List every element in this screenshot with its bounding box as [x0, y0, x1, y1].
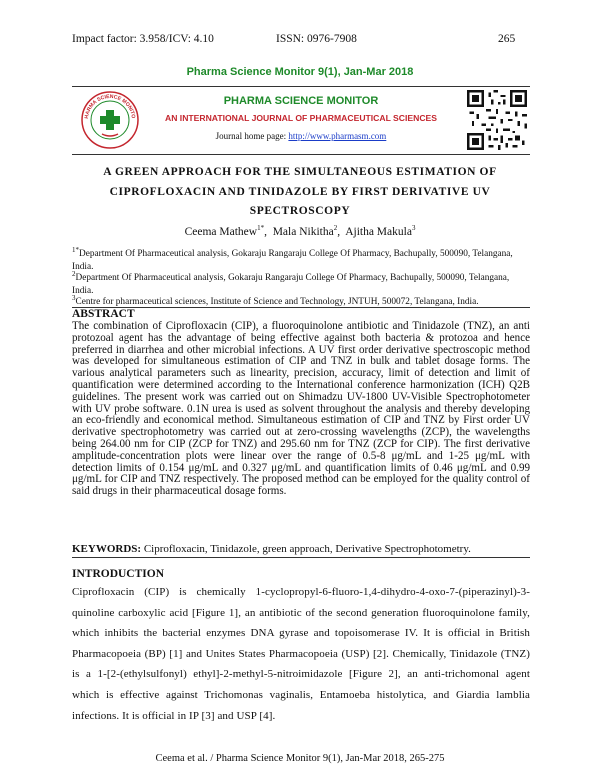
- keywords: [72, 543, 530, 555]
- abstract-top-rule: [72, 307, 530, 308]
- journal-banner: [72, 86, 530, 155]
- page-number: 265: [498, 33, 516, 45]
- impact-factor: Impact factor: 3.958/ICV: 4.10: [72, 33, 214, 45]
- author-sup: 3: [411, 224, 416, 232]
- abstract-bottom-rule: [72, 557, 530, 558]
- introduction-body: Ciprofloxacin (CIP) is chemically 1-cyclopropyl-6-fluoro-1,4-dihydro-4-oxo-7-(piperazinyl)-3-quinoline carboxylic acid [Figure 1], an antibiotic of the second generation fluoroquinolone family, which inhibits the bacterial enzymes DNA gyrase and topoisomerase IV. It is official in British Pharmacopoeia (BP) [1] and Unites States Pharmacopoeia (USP) [2]. Chemically, Tinidazole (TNZ) is a 1-[2-(ethylsulfonyl) ethyl]-2-methyl-5-nitroimidazole [Figure 2], an anti-trichomonal agent which is effective against Trichomonas vaginalis, Entamoeba histolytica, and Giardia lamblia infections. It is official in IP [3] and USP [4].: [72, 586, 530, 722]
- page-footer: Ceema et al. / Pharma Science Monitor 9(1), Jan-Mar 2018, 265-275: [155, 753, 445, 764]
- author-sup: 1*: [257, 224, 265, 232]
- article-title-line-3: SPECTROSCOPY: [249, 205, 351, 217]
- keywords-text: Ciprofloxacin, Tinidazole, green approach, Derivative Spectrophotometry.: [141, 543, 471, 555]
- affiliation-sup: 1*: [72, 246, 79, 254]
- issn: ISSN: 0976-7908: [276, 33, 357, 45]
- journal-title: PHARMA SCIENCE MONITOR: [223, 95, 379, 107]
- journal-citation-line: Pharma Science Monitor 9(1), Jan-Mar 2018: [186, 66, 414, 78]
- qr-code-icon: [467, 90, 527, 150]
- keywords-label: KEYWORDS:: [72, 543, 142, 555]
- author-name: Ceema Mathew: [184, 225, 258, 238]
- affiliation-sup: 2: [72, 270, 76, 278]
- author-sup: 2: [333, 224, 338, 232]
- abstract-heading: ABSTRACT: [72, 308, 135, 320]
- article-title-line-2: CIPROFLOXACIN AND TINIDAZOLE BY FIRST DERIVATIVE UV: [109, 186, 491, 198]
- author-list: Ceema Mathew$^{1*}$, Mala Nikitha$^2$, Ajitha Makula$^3$: [184, 224, 416, 238]
- homepage-label: Journal home page:: [215, 131, 289, 141]
- journal-subtitle: AN INTERNATIONAL JOURNAL OF PHARMACEUTICAL SCIENCES: [165, 113, 437, 123]
- author-name: Ajitha Makula: [345, 225, 412, 238]
- journal-homepage: [142, 131, 460, 141]
- logo-text: HARMA SCIENCE MONITO: [83, 93, 136, 120]
- journal-logo-icon: [80, 90, 140, 150]
- author-name: Mala Nikitha: [272, 225, 334, 238]
- affiliation-text: Department Of Pharmaceutical analysis, Gokaraju Rangaraju College Of Pharmacy, Bachupally, 500090, Telangana, India.: [72, 273, 510, 297]
- affiliation-text: Department Of Pharmaceutical analysis, Gokaraju Rangaraju College Of Pharmacy, Bachupally, 500090, Telangana, India.: [72, 249, 513, 273]
- abstract-body: The combination of Ciprofloxacin (CIP), a fluoroquinolone antibiotic and Tinidazole (TNZ), an anti protozoal agent has the advantage of being effective against both bacteria & protozoa and hence preferred in diarrhea and other microbial infections. A UV first order derivative spectroscopic method was developed for simultaneous estimation of CIP and TNZ in bulk and tablet dosage forms. The various analytical parameters such as linearity, precision, accuracy, limit of detection and limit of quantification were determined according to the International conference harmonization (ICH) Q2B guidelines. The present work was carried out on Shimadzu UV-1800 UV-Visible Spectrophotometer with UV probe software. 0.1N urea is used as solvent throughout the analysis and thereby developing an eco-friendly and economical method. Simultaneous estimation of CIP and TNZ by First order UV derivative spectrophotometry was carried out at zero-crossing wavelengths (ZCP), the wavelengths being 264.00 nm for CIP (ZCP for TNZ) and 295.60 nm for TNZ (ZCP for CIP). The first derivative amplitude-concentration plots were linear over the range of 0.5-8 μg/mL and 1-25 μg/mL with detection limits of 0.154 μg/mL and 0.327 μg/mL and quantification limits of 0.46 μg/mL and 0.99 μg/mL for CIP and TNZ respectively. The proposed method can be employed for the quality control of said drugs in their pharmaceutical dosage forms.: [72, 320, 530, 498]
- introduction-heading: INTRODUCTION: [72, 568, 165, 580]
- homepage-link[interactable]: http://www.pharmasm.com: [288, 131, 387, 141]
- affiliation-text: Centre for pharmaceutical sciences, Institute of Science and Technology, JNTUH, 500072, Telangana, India.: [75, 297, 479, 308]
- article-title-line-1: A GREEN APPROACH FOR THE SIMULTANEOUS ESTIMATION OF: [103, 166, 497, 178]
- affiliation-sup: 3: [72, 294, 76, 302]
